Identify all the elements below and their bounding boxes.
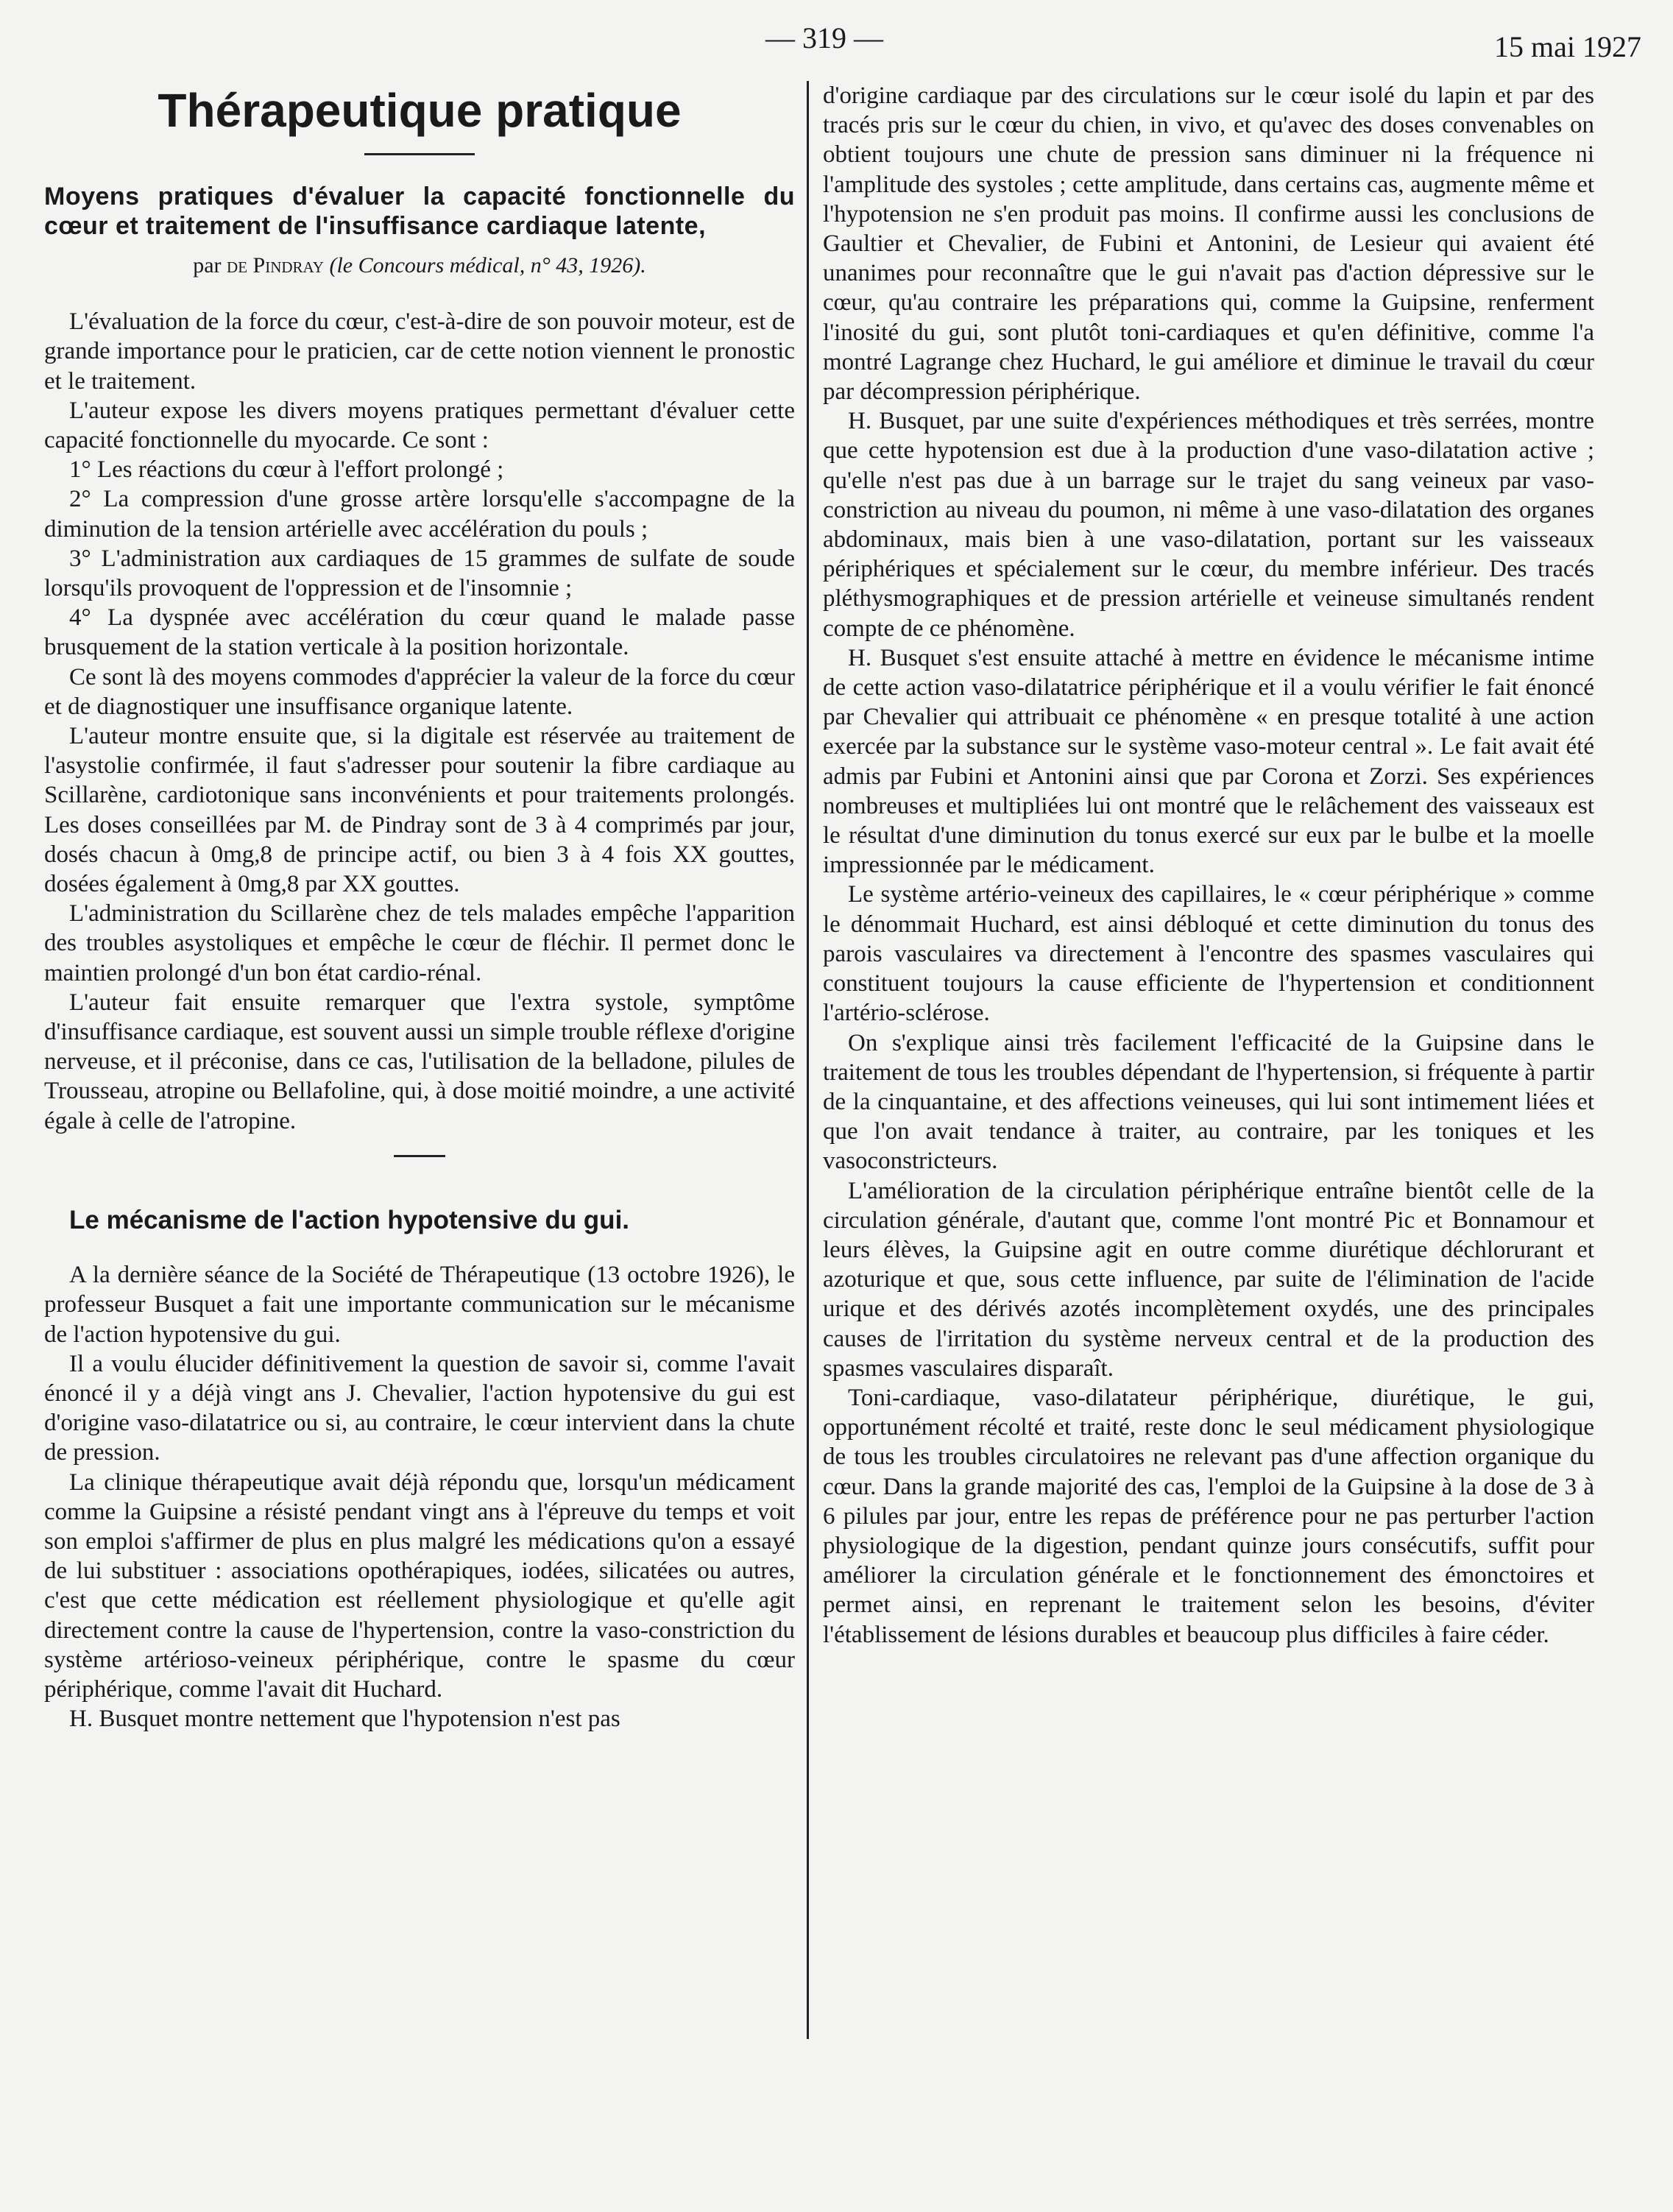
- article2-paragraph: La clinique thérapeutique avait déjà répondu que, lorsqu'un médicament comme la Guipsine a résisté pendant vingt ans à l'épreuve du temps et voit son emploi s'affirmer de plus en plus malgré les médications qu'on a essayé de lui substituer : associations opothérapiques, iodées, silicatées ou autres, c'est que cette médication est réellement physiologique et qu'elle agit directement contre la cause de l'hypertension, contre la vaso-constriction du système artérioso-veineux périphérique, contre le spasme du cœur périphérique, comme l'avait dit Huchard.: [44, 1469, 795, 1703]
- article1-list-item: 4° La dyspnée avec accélération du cœur quand le malade passe brusquement de la station verticale à la position horizontale.: [44, 604, 795, 661]
- article1-paragraph: Ce sont là des moyens commodes d'apprécier la valeur de la force du cœur et de diagnostiquer une insuffisance organique latente.: [44, 663, 795, 720]
- article1-paragraph: L'auteur fait ensuite remarquer que l'extra systole, symptôme d'insuffisance cardiaque, est souvent aussi un simple trouble réflexe d'origine nerveuse, et il préconise, dans ce cas, l'utilisation de la belladone, pilules de Trousseau, atropine ou Bellafoline, qui, à dose moitié moindre, a une activité égale à celle de l'atropine.: [44, 989, 795, 1134]
- article2-paragraph: H. Busquet, par une suite d'expériences méthodiques et très serrées, montre que cette hypotension est due à la production d'une vaso-dilatation active ; qu'elle n'est pas due à un barrage sur le trajet du sang veineux par vaso-constriction au niveau du poumon, ni même à une vaso-dilatation des organes abdominaux, mais bien à une vaso-dilatation, portant sur les vaisseaux périphériques et spécialement sur le cœur, du membre inférieur. Des tracés pléthysmographiques et de pression artérielle et veineuse simultanés rendent compte de ce phénomène.: [823, 408, 1594, 642]
- article2-paragraph: Toni-cardiaque, vaso-dilatateur périphérique, diurétique, le gui, opportunément récolté et traité, reste donc le seul médicament physiologique de tous les troubles circulatoires ne relevant pas d'une affection organique du cœur. Dans la grande majorité des cas, l'emploi de la Guipsine à la dose de 3 à 6 pilules par jour, entre les repas de préférence pour ne pas perturber l'action physiologique de la digestion, pendant quinze jours consécutifs, suffit pour améliorer la circulation générale et le fonctionnement des émonctoires et permet ainsi, en reprenant le traitement selon les besoins, d'éviter l'établissement de lésions durables et beaucoup plus difficiles à faire céder.: [823, 1384, 1594, 1648]
- byline-author: de Pindray: [227, 253, 324, 278]
- page-number: — 319 —: [765, 21, 883, 54]
- article1-paragraph: L'évaluation de la force du cœur, c'est-à-dire de son pouvoir moteur, est de grande importance pour le praticien, car de cette notion viennent le pronostic et le traitement.: [44, 308, 795, 395]
- article1-list-item: 1° Les réactions du cœur à l'effort prolongé ;: [69, 456, 504, 484]
- article2-paragraph: Le système artério-veineux des capillaires, le « cœur périphérique » comme le dénommait Huchard, est ainsi débloqué et cette diminution du tonus des parois vasculaires va directement à l'encontre des spasmes vasculaires qui constituent toujours la cause efficiente de l'hypertension et conditionnent l'artério-sclérose.: [823, 881, 1594, 1027]
- article1-paragraph: L'auteur montre ensuite que, si la digitale est réservée au traitement de l'asystolie confirmée, il faut s'adresser pour soutenir la fibre cardiaque au Scillarène, cardiotonique sans inconvénients et pour traitements prolongés. Les doses conseillées par M. de Pindray sont de 3 à 4 comprimés par jour, dosés chacun à 0mg,8 de principe actif, ou bien 3 à 4 fois XX gouttes, dosées également à 0mg,8 par XX gouttes.: [44, 723, 795, 898]
- article2-paragraph: A la dernière séance de la Société de Thérapeutique (13 octobre 1926), le professeur Busquet a fait une importante communication sur le mécanisme de l'action hypotensive du gui.: [44, 1262, 795, 1348]
- column-divider: [807, 81, 809, 2039]
- article2-title: Le mécanisme de l'action hypotensive du gui.: [69, 1205, 630, 1234]
- article2-paragraph: Il a voulu élucider définitivement la question de savoir si, comme l'avait énoncé il y a déjà vingt ans J. Chevalier, l'action hypotensive du gui est d'origine vaso-dilatatrice ou si, au contraire, le cœur intervient dans la chute de pression.: [44, 1350, 795, 1466]
- article2-paragraph: H. Busquet montre nettement que l'hypotension n'est pas: [69, 1706, 620, 1733]
- article2-paragraph: L'amélioration de la circulation périphérique entraîne bientôt celle de la circulation générale, d'autant que, comme l'ont montré Pic et Bonnamour et leurs élèves, la Guipsine agit en outre comme diurétique déchlorurant et azoturique et que, sous cette influence, par suite de l'élimination de l'acide urique et des dérivés azotés incomplètement oxydés, une des principales causes de l'irritation du système nerveux central et de la production des spasmes vasculaires disparaît.: [823, 1177, 1594, 1382]
- left-column: [44, 81, 795, 1734]
- article2-paragraph: H. Busquet s'est ensuite attaché à mettre en évidence le mécanisme intime de cette action vaso-dilatatrice périphérique et il a voulu vérifier le fait énoncé par Chevalier qui attribuait ce phénomène « en presque totalité à une action exercée par la substance sur le système vaso-moteur central ». Le fait avait été admis par Fubini et Antonini ainsi que par Corona et Zorzi. Ses expériences nombreuses et multipliées lui ont montré que le relâchement des vaisseaux est le résultat d'une diminution du tonus exercé sur eux par le bulbe et la moelle impressionnée par le médicament.: [823, 644, 1594, 879]
- section-title: Thérapeutique pratique: [158, 84, 682, 137]
- issue-date: 15 mai 1927: [1494, 30, 1641, 63]
- article1-title: Moyens pratiques d'évaluer la capacité fonctionnelle du cœur et traitement de l'insuffisance cardiaque latente,: [44, 183, 795, 240]
- article-separator: [394, 1155, 445, 1157]
- byline-source: (le Concours médical, n° 43, 1926).: [329, 253, 646, 278]
- article1-paragraph: L'administration du Scillarène chez de tels malades empêche l'apparition des troubles asystoliques et empêche le cœur de fléchir. Il permet donc le maintien prolongé d'un bon état cardio-rénal.: [44, 900, 795, 986]
- right-column: [823, 81, 1594, 1650]
- article1-paragraph: L'auteur expose les divers moyens pratiques permettant d'évaluer cette capacité fonctionnelle du myocarde. Ce sont :: [44, 397, 795, 454]
- article1-list-item: 3° L'administration aux cardiaques de 15 grammes de sulfate de soude lorsqu'ils provoquent de l'oppression et de l'insomnie ;: [44, 545, 795, 602]
- article1-byline: [44, 251, 795, 280]
- article2-continued-paragraph: d'origine cardiaque par des circulations sur le cœur isolé du lapin et par des tracés pris sur le cœur du chien, in vivo, et qu'avec des doses convenables on obtient toujours une chute de pression sans diminuer ni la fréquence ni l'amplitude des systoles ; cette amplitude, dans certains cas, augmente même et l'hypotension ne s'en produit pas moins. Il confirme aussi les conclusions de Gaultier et Chevalier, de Fubini et Antonini, de Lesieur qui avaient été unanimes pour reconnaître que le gui n'avait pas d'action dépressive sur le cœur, qu'au contraire les préparations qui, comme la Guipsine, renferment l'inosité du gui, sont plutôt toni-cardiaques et qu'en définitive, comme l'a montré Lagrange chez Huchard, le gui améliore et diminue le travail du cœur par décompression périphérique.: [823, 82, 1594, 406]
- article1-list-item: 2° La compression d'une grosse artère lorsqu'elle s'accompagne de la diminution de la tension artérielle avec accélération du pouls ;: [44, 486, 795, 543]
- article2-paragraph: On s'explique ainsi très facilement l'efficacité de la Guipsine dans le traitement de tous les troubles dépendant de l'hypertension, si fréquente à partir de la cinquantaine, et des affections veineuses, qui lui sont intimement liées et que l'on avait tendance à traiter, au contraire, par les toniques et les vasoconstricteurs.: [823, 1029, 1594, 1175]
- title-rule: [364, 153, 475, 155]
- byline-prefix: par: [193, 253, 222, 278]
